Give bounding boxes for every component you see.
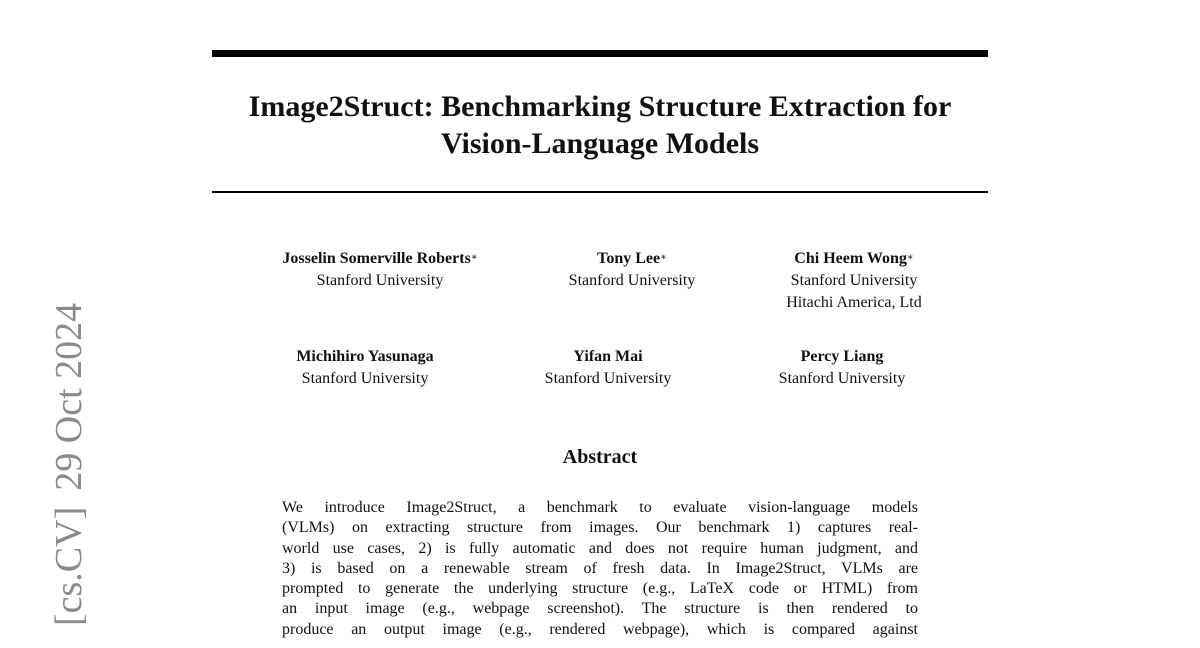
paper-title: [200, 88, 1000, 162]
abstract-line: produce an output image (e.g., rendered webpage), which is compared against: [282, 620, 918, 638]
author-name: Chi Heem Wong∗: [794, 250, 914, 267]
abstract-line: (VLMs) on extracting structure from images. Our benchmark 1) captures real-: [282, 519, 918, 537]
author-name: Yifan Mai: [573, 348, 643, 365]
arxiv-stamp: [50, 286, 88, 626]
equal-contribution-mark: ∗: [660, 252, 667, 263]
author-block: [508, 346, 708, 390]
author-block: [742, 346, 942, 390]
author-block: [240, 346, 490, 390]
top-rule: [212, 50, 988, 57]
abstract-heading: Abstract: [562, 446, 638, 468]
arxiv-date: 29 Oct 2024: [48, 302, 90, 491]
author-block: [532, 248, 732, 292]
author-affiliation: Stanford University: [544, 370, 672, 387]
equal-contribution-mark: ∗: [906, 252, 914, 263]
author-affiliation: Stanford University: [778, 370, 906, 387]
author-affiliation: Stanford University: [790, 272, 918, 289]
author-affiliation: Stanford University: [301, 370, 429, 387]
abstract-line: prompted to generate the underlying structure (e.g., LaTeX code or HTML) from: [282, 580, 918, 598]
author-name: Tony Lee∗: [597, 250, 667, 267]
author-affiliation: Hitachi America, Ltd: [786, 294, 922, 311]
author-name: Michihiro Yasunaga: [296, 348, 434, 365]
title-line-2: Vision-Language Models: [440, 127, 760, 160]
arxiv-category: [cs.CV]: [48, 506, 90, 626]
author-block: [754, 248, 954, 314]
title-line-1: Image2Struct: Benchmarking Structure Extraction for: [248, 90, 952, 123]
abstract-line: We introduce Image2Struct, a benchmark to evaluate vision-language models: [282, 499, 918, 516]
abstract-line: 3) is based on a renewable stream of fresh data. In Image2Struct, VLMs are: [282, 559, 918, 577]
author-affiliation: Stanford University: [568, 272, 696, 289]
author-affiliation: Stanford University: [316, 272, 444, 289]
equal-contribution-mark: ∗: [470, 252, 478, 263]
abstract-line: an input image (e.g., webpage screenshot). The structure is then rendered to: [282, 600, 918, 618]
author-name: Josselin Somerville Roberts∗: [282, 250, 478, 267]
author-name: Percy Liang: [800, 348, 884, 365]
title-rule: [212, 191, 988, 193]
abstract-line: world use cases, 2) is fully automatic and does not require human judgment, and: [282, 539, 918, 557]
abstract-text: [282, 498, 918, 640]
author-block: [230, 248, 530, 292]
